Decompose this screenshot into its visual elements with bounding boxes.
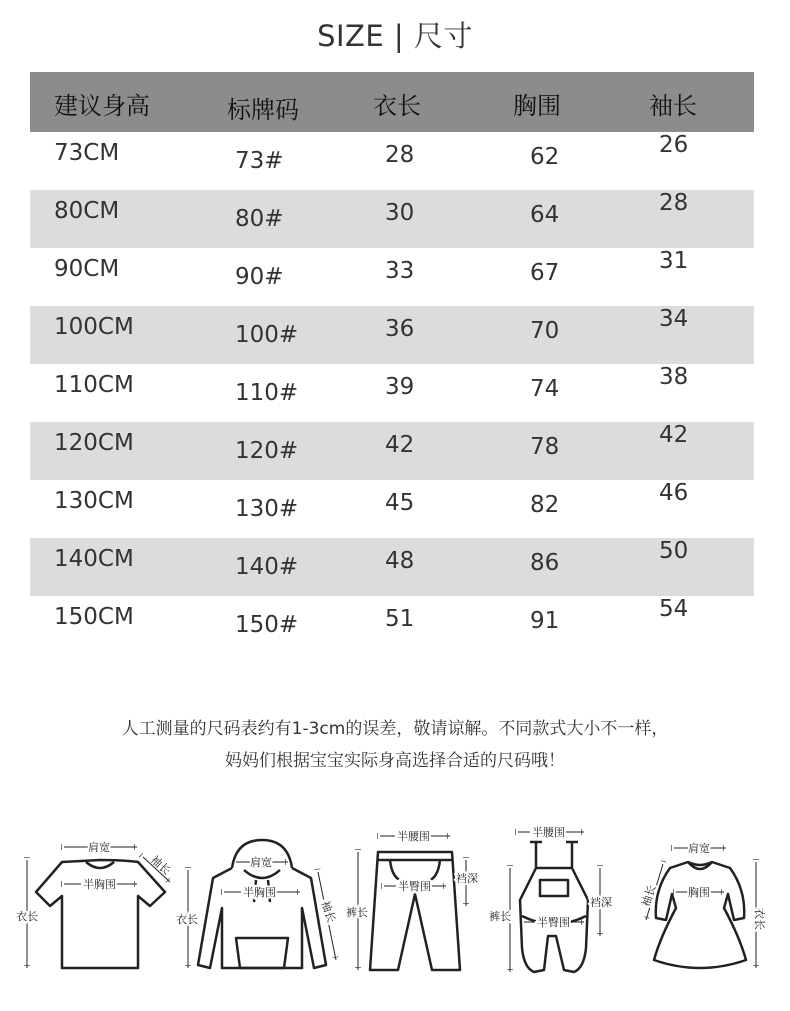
table-row [30, 190, 754, 248]
page-title: SIZE | 尺寸 [317, 19, 473, 53]
hoodie-shoulder-label: 肩宽 [250, 856, 272, 869]
cell-length: 36 [385, 316, 415, 342]
cell-tag-size: 130# [235, 496, 299, 522]
cell-tag-size: 80# [235, 206, 284, 232]
cell-chest: 86 [530, 550, 560, 576]
table-row [30, 538, 754, 596]
cell-length: 33 [385, 258, 415, 284]
cell-height: 150CM [54, 604, 134, 630]
pants-rise-label: 裆深 [456, 872, 478, 885]
table-header [30, 72, 754, 132]
cell-tag-size: 73# [235, 148, 284, 174]
cell-sleeve: 28 [659, 190, 689, 216]
cell-height: 73CM [54, 140, 120, 166]
cell-chest: 91 [530, 608, 560, 634]
header-height: 建议身高 [54, 92, 150, 120]
cell-tag-size: 120# [235, 438, 299, 464]
cell-height: 80CM [54, 198, 120, 224]
cell-length: 45 [385, 490, 415, 516]
cell-tag-size: 90# [235, 264, 284, 290]
header-chest: 胸围 [513, 92, 561, 120]
overalls-hip-label: 半臀围 [537, 916, 570, 929]
cell-length: 39 [385, 374, 415, 400]
cell-chest: 62 [530, 144, 560, 170]
cell-height: 90CM [54, 256, 120, 282]
cell-tag-size: 150# [235, 612, 299, 638]
cell-height: 130CM [54, 488, 134, 514]
cell-length: 51 [385, 606, 415, 632]
diagrams-svg [0, 820, 790, 1010]
dress-shoulder-label: 肩宽 [688, 842, 710, 855]
dress-length-label: 衣长 [753, 908, 766, 930]
cell-sleeve: 34 [659, 306, 689, 332]
dress-sleeve-label: 袖长 [639, 883, 659, 909]
cell-length: 48 [385, 548, 415, 574]
cell-tag-size: 140# [235, 554, 299, 580]
cell-sleeve: 42 [659, 422, 689, 448]
tshirt-length-label: 衣长 [16, 910, 38, 923]
cell-sleeve: 54 [659, 596, 689, 622]
cell-length: 28 [385, 142, 415, 168]
pants-length-label: 裤长 [346, 906, 368, 919]
hoodie-length-label: 衣长 [176, 913, 198, 926]
table-row [30, 306, 754, 364]
cell-height: 120CM [54, 430, 134, 456]
cell-chest: 74 [530, 376, 560, 402]
size-table [30, 72, 754, 654]
note-line-2: 妈妈们根据宝宝实际身高选择合适的尺码哦！ [225, 751, 565, 771]
pants-waist-label: 半腰围 [397, 830, 430, 843]
hoodie-chest-label: 半胸围 [243, 886, 276, 899]
header-sleeve: 袖长 [649, 92, 697, 120]
cell-sleeve: 38 [659, 364, 689, 390]
cell-sleeve: 31 [659, 248, 689, 274]
table-row [30, 596, 754, 654]
overalls-diagram [520, 842, 588, 972]
cell-sleeve: 50 [659, 538, 689, 564]
header-length: 衣长 [373, 92, 421, 120]
cell-chest: 82 [530, 492, 560, 518]
dress-chest-label: 胸围 [688, 886, 710, 899]
tshirt-diagram [36, 860, 165, 968]
cell-chest: 70 [530, 318, 560, 344]
cell-length: 30 [385, 200, 415, 226]
table-row [30, 132, 754, 190]
cell-chest: 78 [530, 434, 560, 460]
overalls-length-label: 裤长 [489, 910, 511, 923]
tshirt-shoulder-label: 肩宽 [88, 841, 110, 854]
hoodie-sleeve-label: 袖长 [318, 899, 338, 925]
cell-length: 42 [385, 432, 415, 458]
tshirt-sleeve-label: 袖长 [148, 853, 174, 878]
cell-height: 140CM [54, 546, 134, 572]
cell-chest: 64 [530, 202, 560, 228]
cell-height: 110CM [54, 372, 134, 398]
overalls-rise-label: 裆深 [590, 896, 612, 909]
tshirt-chest-label: 半胸围 [83, 878, 116, 891]
cell-sleeve: 46 [659, 480, 689, 506]
table-row [30, 480, 754, 538]
header-tag-size: 标牌码 [227, 96, 299, 124]
dress-diagram [654, 862, 746, 968]
cell-tag-size: 110# [235, 380, 299, 406]
overalls-waist-label: 半腰围 [532, 826, 565, 839]
measurement-diagrams [0, 820, 790, 1010]
pants-diagram [370, 852, 460, 970]
pants-hip-label: 半臀围 [398, 880, 431, 893]
table-row [30, 248, 754, 306]
table-row [30, 422, 754, 480]
note-line-1: 人工测量的尺码表约有1-3cm的误差，敬请谅解。不同款式大小不一样， [121, 719, 669, 739]
cell-tag-size: 100# [235, 322, 299, 348]
cell-chest: 67 [530, 260, 560, 286]
cell-height: 100CM [54, 314, 134, 340]
table-row [30, 364, 754, 422]
cell-sleeve: 26 [659, 132, 689, 158]
